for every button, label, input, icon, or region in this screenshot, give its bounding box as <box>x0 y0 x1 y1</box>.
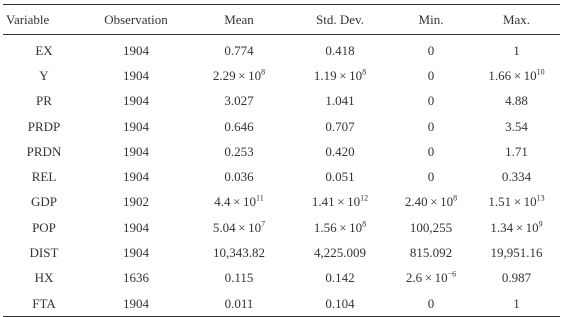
cell-max <box>473 215 560 240</box>
value-base: 1.56 × 10 <box>313 219 363 235</box>
table-row <box>3 63 560 88</box>
value-base: 0.142 <box>325 270 355 286</box>
value-base: 1.41 × 10 <box>311 194 361 210</box>
value-exponent: 8 <box>453 194 458 204</box>
cell-variable: DIST <box>29 245 59 261</box>
cell-max <box>473 240 560 265</box>
value-base: 4.88 <box>505 93 528 109</box>
value-base: 0.115 <box>224 270 254 286</box>
cell-variable: PRDP <box>27 118 61 134</box>
cell-max <box>473 266 560 291</box>
value-base: 0 <box>427 169 435 185</box>
cell-mean <box>187 89 291 114</box>
value-base: 1 <box>513 42 520 58</box>
value-base: 1 <box>513 295 520 311</box>
value-base: 3.54 <box>505 118 528 134</box>
cell-observation: 1636 <box>123 270 149 286</box>
cell-variable: Y <box>39 67 49 83</box>
cell-observation: 1904 <box>123 67 149 83</box>
value-exponent: 8 <box>362 67 367 77</box>
table-row <box>3 139 560 164</box>
value-base: 4.4 × 10 <box>214 194 257 210</box>
value-base: 815.092 <box>409 245 453 261</box>
value-base: 10,343.82 <box>213 245 265 261</box>
value-base: 1.19 × 10 <box>313 67 363 83</box>
cell-std-dev <box>291 89 389 114</box>
cell-observation: 1902 <box>123 194 149 210</box>
cell-min <box>389 63 473 88</box>
value-base: 100,255 <box>409 219 453 235</box>
table-row <box>3 291 560 317</box>
value-base: 0.011 <box>224 295 254 311</box>
value-base: 3.027 <box>224 93 254 109</box>
cell-variable: GDP <box>30 194 57 210</box>
cell-mean <box>187 190 291 215</box>
value-base: 1.041 <box>325 93 355 109</box>
value-exponent: 11 <box>256 194 264 204</box>
cell-observation: 1904 <box>123 169 149 185</box>
cell-min <box>389 215 473 240</box>
value-exponent: 12 <box>360 194 369 204</box>
cell-min <box>389 190 473 215</box>
cell-std-dev <box>291 190 389 215</box>
value-base: 5.04 × 10 <box>212 219 262 235</box>
value-base: 0 <box>427 295 435 311</box>
cell-std-dev <box>291 35 389 64</box>
cell-min <box>389 240 473 265</box>
value-exponent: 13 <box>536 194 545 204</box>
header-max: Max. <box>473 5 560 35</box>
cell-observation: 1904 <box>85 291 187 317</box>
cell-max <box>473 190 560 215</box>
cell-std-dev <box>291 164 389 189</box>
value-base: 0.707 <box>325 118 355 134</box>
table-body <box>3 35 560 317</box>
header-row <box>3 5 560 35</box>
table-header <box>3 5 560 35</box>
header-mean: Mean <box>187 5 291 35</box>
cell-mean <box>187 114 291 139</box>
cell-max <box>473 114 560 139</box>
cell-variable: HX <box>34 270 54 286</box>
value-base: 0.051 <box>325 169 355 185</box>
cell-observation: 1904 <box>123 219 149 235</box>
cell-variable: PR <box>36 93 52 109</box>
value-exponent: 9 <box>538 219 543 229</box>
header-observation: Observation <box>85 5 187 35</box>
header-std-dev: Std. Dev. <box>291 5 389 35</box>
value-base: 2.29 × 10 <box>212 67 262 83</box>
value-exponent: 7 <box>261 219 266 229</box>
table-row <box>3 114 560 139</box>
cell-min <box>389 89 473 114</box>
cell-min <box>389 114 473 139</box>
cell-std-dev <box>291 63 389 88</box>
value-base: 0 <box>427 143 435 159</box>
value-base: 1.51 × 10 <box>488 194 537 210</box>
cell-observation: 1904 <box>123 118 149 134</box>
cell-min <box>389 291 473 317</box>
value-exponent: 10 <box>536 67 545 77</box>
cell-mean <box>187 291 291 317</box>
cell-max <box>473 35 560 64</box>
cell-mean <box>187 164 291 189</box>
value-base: 0.646 <box>224 118 254 134</box>
cell-mean <box>187 63 291 88</box>
value-base: 0 <box>427 118 435 134</box>
value-base: 0 <box>427 93 435 109</box>
value-base: 2.40 × 10 <box>404 194 454 210</box>
header-variable: Variable <box>3 5 85 35</box>
value-exponent: 8 <box>362 219 367 229</box>
cell-min <box>389 35 473 64</box>
cell-std-dev <box>291 215 389 240</box>
cell-observation: 1904 <box>123 143 149 159</box>
cell-mean <box>187 215 291 240</box>
cell-mean <box>187 240 291 265</box>
cell-max <box>473 139 560 164</box>
table-row <box>3 215 560 240</box>
cell-observation: 1904 <box>123 245 149 261</box>
value-base: 0.253 <box>224 143 254 159</box>
table-row <box>3 89 560 114</box>
cell-std-dev <box>291 291 389 317</box>
cell-std-dev <box>291 114 389 139</box>
header-min: Min. <box>389 5 473 35</box>
cell-variable: EX <box>35 42 53 58</box>
cell-variable: FTA <box>3 291 85 317</box>
table-row <box>3 266 560 291</box>
value-base: 1.34 × 10 <box>490 219 539 235</box>
value-exponent: 8 <box>261 67 266 77</box>
value-base: 4,225.009 <box>314 245 366 261</box>
cell-variable: PRDN <box>26 143 62 159</box>
value-base: 0.036 <box>224 169 254 185</box>
value-base: 2.6 × 10 <box>405 270 448 286</box>
value-base: 0.104 <box>325 295 355 311</box>
table-row <box>3 164 560 189</box>
table-row <box>3 240 560 265</box>
cell-mean <box>187 266 291 291</box>
cell-max <box>473 164 560 189</box>
cell-observation: 1904 <box>123 42 149 58</box>
cell-std-dev <box>291 240 389 265</box>
cell-max <box>473 63 560 88</box>
cell-max <box>473 89 560 114</box>
cell-min <box>389 266 473 291</box>
cell-min <box>389 164 473 189</box>
table-row <box>3 190 560 215</box>
value-base: 0 <box>427 42 435 58</box>
value-base: 0.334 <box>501 169 532 185</box>
value-base: 0.420 <box>325 143 355 159</box>
cell-variable: POP <box>32 219 56 235</box>
summary-statistics-table <box>3 4 560 317</box>
cell-std-dev <box>291 266 389 291</box>
cell-max <box>473 291 560 317</box>
value-base: 19,951.16 <box>490 245 543 261</box>
cell-mean <box>187 139 291 164</box>
value-base: 0 <box>427 67 435 83</box>
cell-variable: REL <box>31 169 57 185</box>
cell-std-dev <box>291 139 389 164</box>
value-base: 1.71 <box>505 143 528 159</box>
value-base: 0.418 <box>325 42 355 58</box>
table-row <box>3 35 560 64</box>
value-exponent: −6 <box>447 269 457 279</box>
cell-mean <box>187 35 291 64</box>
cell-observation: 1904 <box>123 93 149 109</box>
value-base: 0.987 <box>501 270 532 286</box>
cell-min <box>389 139 473 164</box>
value-base: 1.66 × 10 <box>488 67 537 83</box>
value-base: 0.774 <box>224 42 254 58</box>
